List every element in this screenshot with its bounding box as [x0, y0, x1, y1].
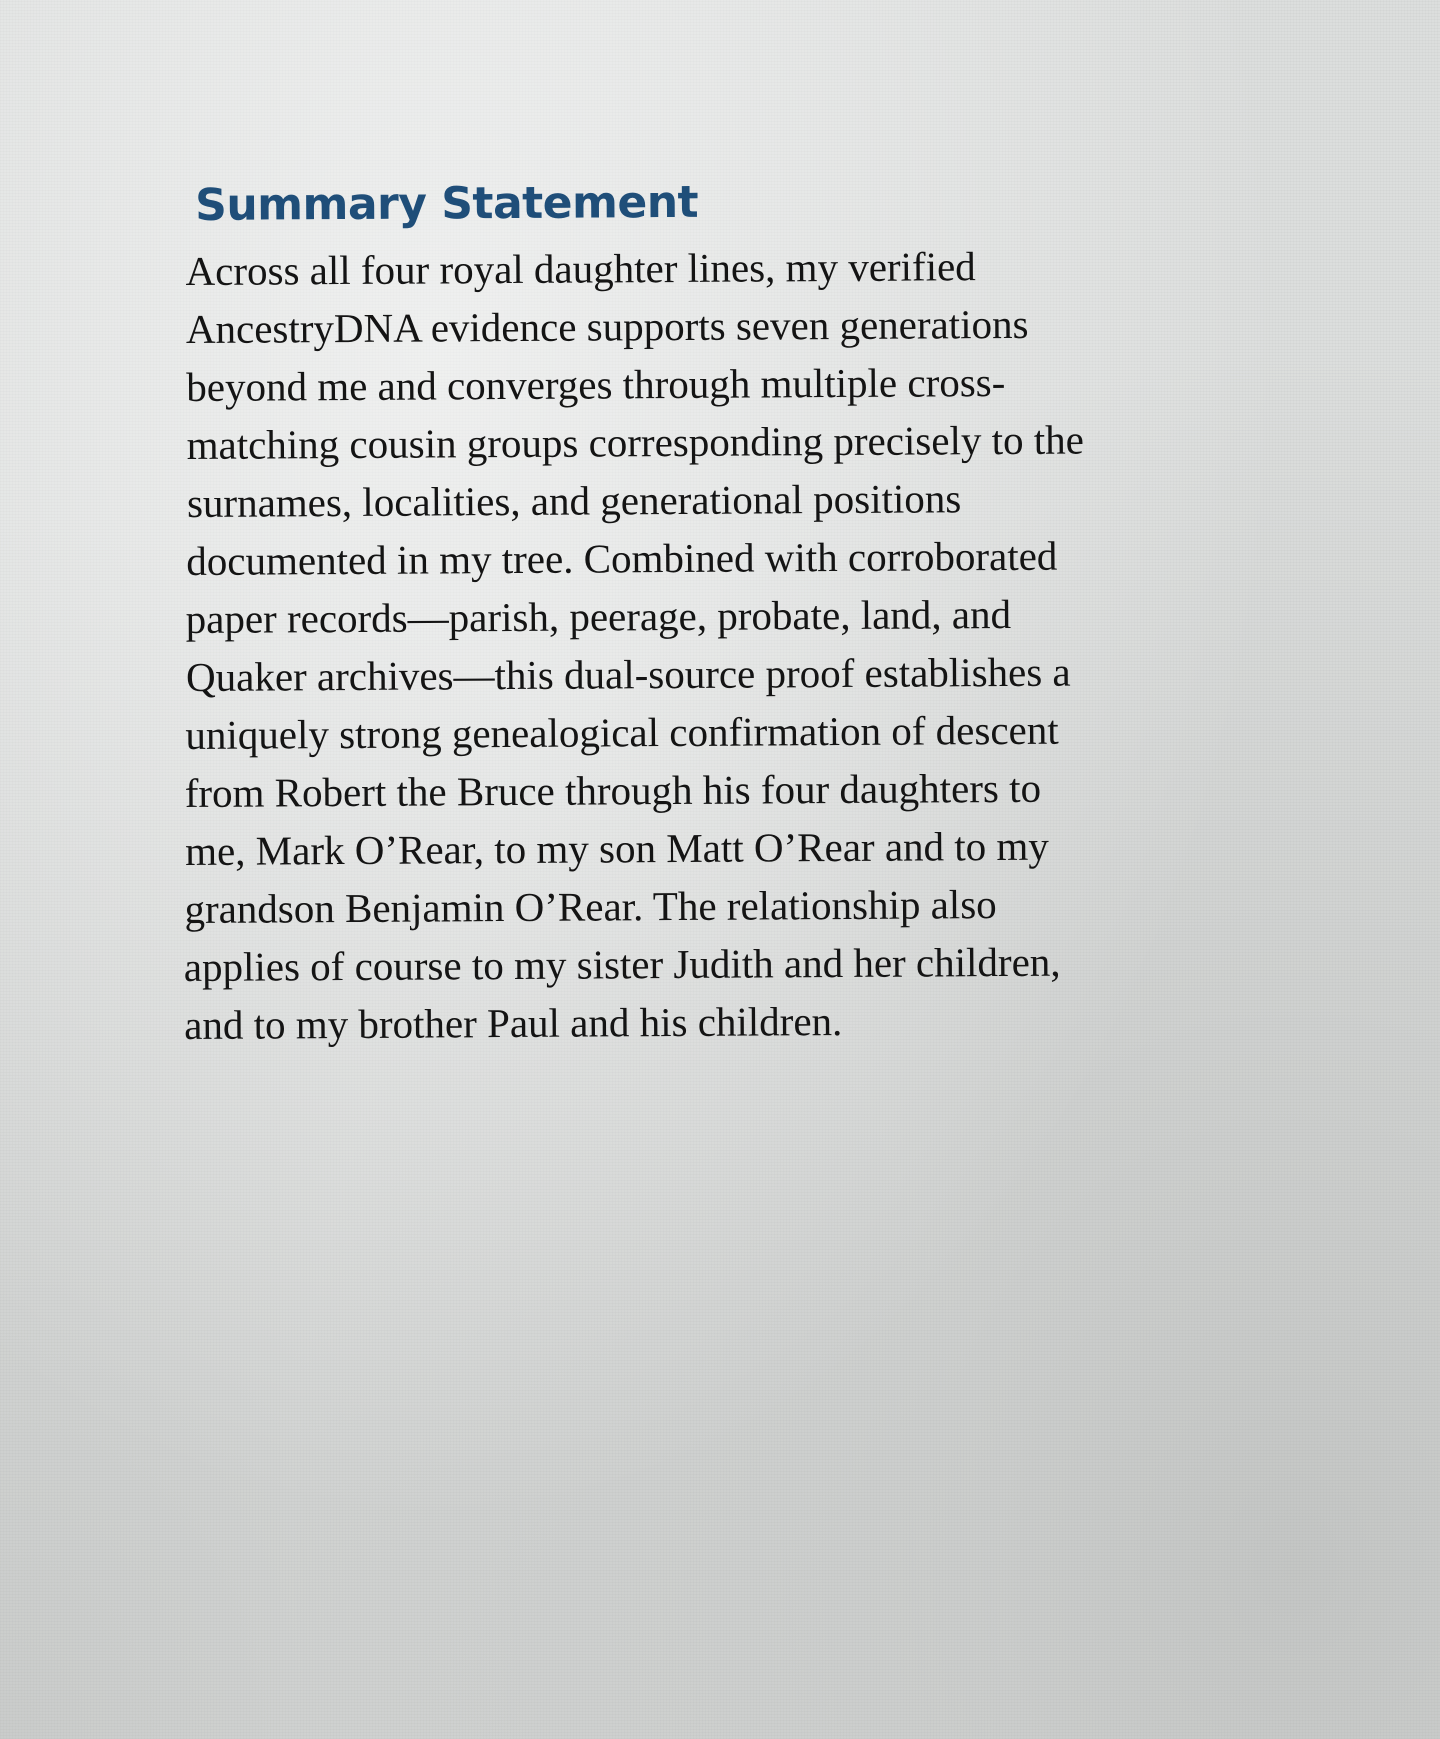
section-heading: Summary Statement — [195, 176, 699, 231]
paragraph-line: surnames, localities, and generational positions — [186, 475, 962, 526]
paragraph-line: and to my brother Paul and his children. — [184, 998, 843, 1049]
paragraph-line: from Robert the Bruce through his four daughters to — [184, 764, 1042, 817]
paragraph-line: applies of course to my sister Judith and her children, — [183, 938, 1061, 991]
paragraph-line: uniquely strong genealogical confirmation of descent — [185, 706, 1059, 759]
paragraph-line: Quaker archives—this dual-source proof establishes a — [185, 648, 1071, 701]
document-content — [185, 169, 1270, 1054]
paragraph-line: documented in my tree. Combined with corroborated — [186, 532, 1058, 584]
summary-paragraph — [185, 235, 1270, 1054]
paragraph-line: paper records—parish, peerage, probate, land, and — [185, 590, 1012, 643]
paragraph-line: beyond me and converges through multiple cross- — [186, 358, 1006, 410]
paragraph-line: me, Mark O’Rear, to my son Matt O’Rear and to my — [184, 822, 1049, 875]
paragraph-line: grandson Benjamin O’Rear. The relationship also — [184, 881, 997, 933]
paragraph-line: Across all four royal daughter lines, my verified — [185, 243, 976, 294]
paragraph-line: AncestryDNA evidence supports seven generations — [185, 300, 1029, 352]
paragraph-line: matching cousin groups corresponding precisely to the — [186, 416, 1085, 468]
